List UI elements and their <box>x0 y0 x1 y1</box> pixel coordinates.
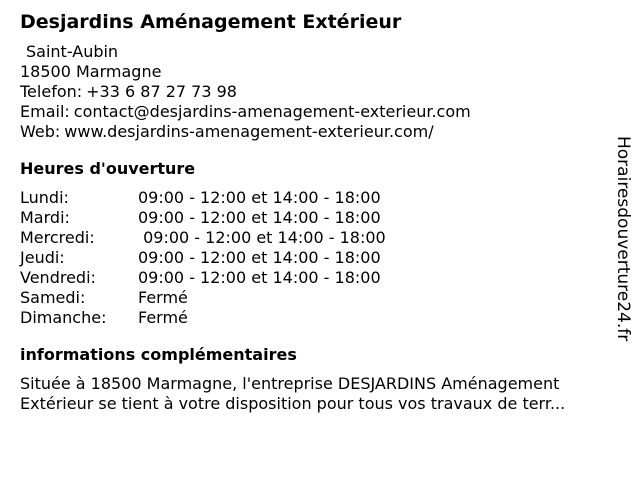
day-hours: Fermé <box>138 308 188 327</box>
day-hours: 09:00 - 12:00 et 14:00 - 18:00 <box>138 268 381 287</box>
hours-table <box>20 188 386 328</box>
info-heading: informations complémentaires <box>20 345 297 364</box>
street-address: Saint-Aubin <box>26 42 119 61</box>
business-name: Desjardins Aménagement Extérieur <box>20 11 402 33</box>
hours-row-monday <box>20 188 386 208</box>
day-hours: 09:00 - 12:00 et 14:00 - 18:00 <box>138 208 381 227</box>
business-card <box>20 8 615 414</box>
phone-line <box>20 82 615 102</box>
day-hours: 09:00 - 12:00 et 14:00 - 18:00 <box>138 228 386 247</box>
website-link[interactable]: www.desjardins-amenagement-exterieur.com/ <box>64 122 434 141</box>
hours-heading: Heures d'ouverture <box>20 159 196 178</box>
day-hours: Fermé <box>138 288 188 307</box>
email-label: Email: <box>20 102 70 121</box>
day-hours: 09:00 - 12:00 et 14:00 - 18:00 <box>138 248 381 267</box>
hours-row-wednesday <box>20 228 386 248</box>
web-line <box>20 122 615 142</box>
city-address: 18500 Marmagne <box>20 62 162 81</box>
day-label: Mardi: <box>20 208 70 227</box>
day-label: Dimanche: <box>20 308 107 327</box>
hours-row-saturday <box>20 288 386 308</box>
email-line <box>20 102 615 122</box>
day-label: Vendredi: <box>20 268 96 287</box>
phone-number[interactable]: +33 6 87 27 73 98 <box>86 82 237 101</box>
day-hours: 09:00 - 12:00 et 14:00 - 18:00 <box>138 188 381 207</box>
web-label: Web: <box>20 122 61 141</box>
day-label: Lundi: <box>20 188 69 207</box>
day-label: Jeudi: <box>20 248 65 267</box>
email-address[interactable]: contact@desjardins-amenagement-exterieur.com <box>73 102 471 121</box>
phone-label: Telefon: <box>20 82 83 101</box>
day-label: Mercredi: <box>20 228 95 247</box>
info-text: Située à 18500 Marmagne, l'entreprise DESJARDINS Aménagement Extérieur se tient à votre disposition pour tous vos travaux de terr... <box>20 374 566 413</box>
day-label: Samedi: <box>20 288 86 307</box>
hours-row-friday <box>20 268 386 288</box>
watermark-label: Horairesdouverture24.fr <box>613 136 633 342</box>
hours-row-sunday <box>20 308 386 328</box>
hours-row-tuesday <box>20 208 386 228</box>
hours-row-thursday <box>20 248 386 268</box>
